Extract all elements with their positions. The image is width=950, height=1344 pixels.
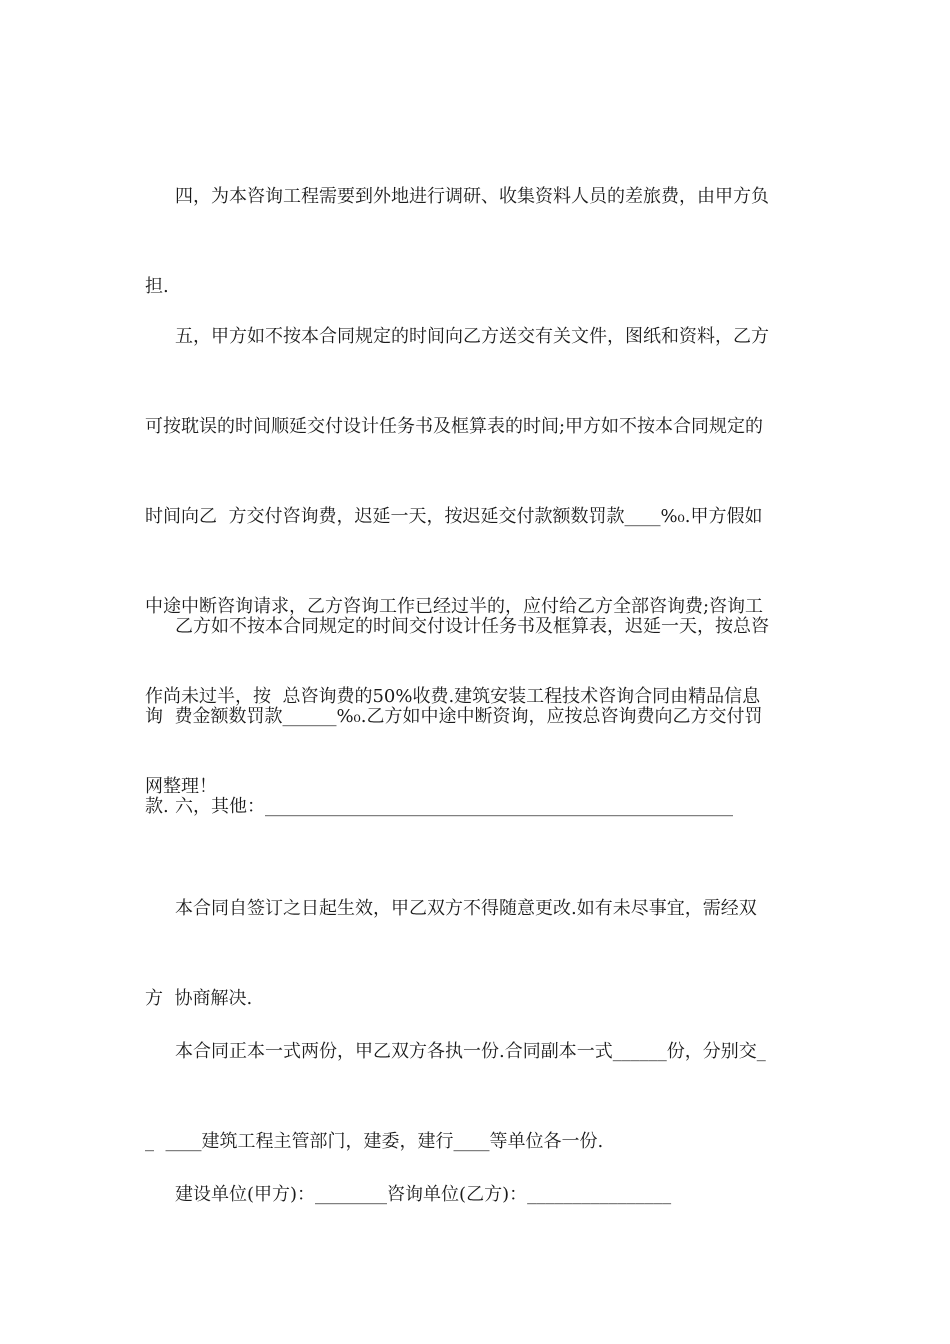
text-line: 款.: [145, 796, 169, 817]
text-line: 网整理！: [145, 776, 217, 797]
text-line: 询 费金额数罚款______%₀.乙方如中途中断资询，应按总咨询费向乙方交付罚: [145, 706, 763, 727]
text-line: 可按耽误的时间顺延交付设计任务书及框算表的时间;甲方如不按本合同规定的: [145, 416, 764, 437]
text-line: 乙方如不按本合同规定的时间交付设计任务书及框算表，迟延一天，按总咨: [175, 616, 769, 637]
text-line: 建设单位(甲方)：________咨询单位(乙方)：________________: [175, 1184, 672, 1205]
text-line: 担.: [145, 276, 169, 297]
text-line: 方 协商解决.: [145, 988, 253, 1009]
signature-line-paragraph: [145, 1120, 805, 1270]
text-line: 六，其他：____________________________________________________: [175, 796, 733, 817]
text-line: 作尚未过半，按 总咨询费的50%收费.建筑安装工程技术咨询合同由精品信息: [145, 686, 761, 707]
text-line: 四，为本咨询工程需要到外地进行调研、收集资料人员的差旅费，由甲方负: [175, 186, 769, 207]
text-line: 本合同正本一式两份，甲乙双方各执一份.合同副本一式______份，分别交_: [175, 1041, 766, 1062]
text-line: 五，甲方如不按本合同规定的时间向乙方送交有关文件，图纸和资料，乙方: [175, 326, 769, 347]
text-line: _ ____建筑工程主管部门，建委，建行____等单位各一份.: [145, 1131, 604, 1152]
text-line: 本合同自签订之日起生效，甲乙双方不得随意更改.如有未尽事宜，需经双: [175, 898, 757, 919]
text-line: 时间向乙 方交付咨询费，迟延一天，按迟延交付款额数罚款____%₀.甲方假如: [145, 506, 763, 527]
text-line: 中途中断咨询请求，乙方咨询工作已经过半的，应付给乙方全部咨询费;咨询工: [145, 596, 764, 617]
